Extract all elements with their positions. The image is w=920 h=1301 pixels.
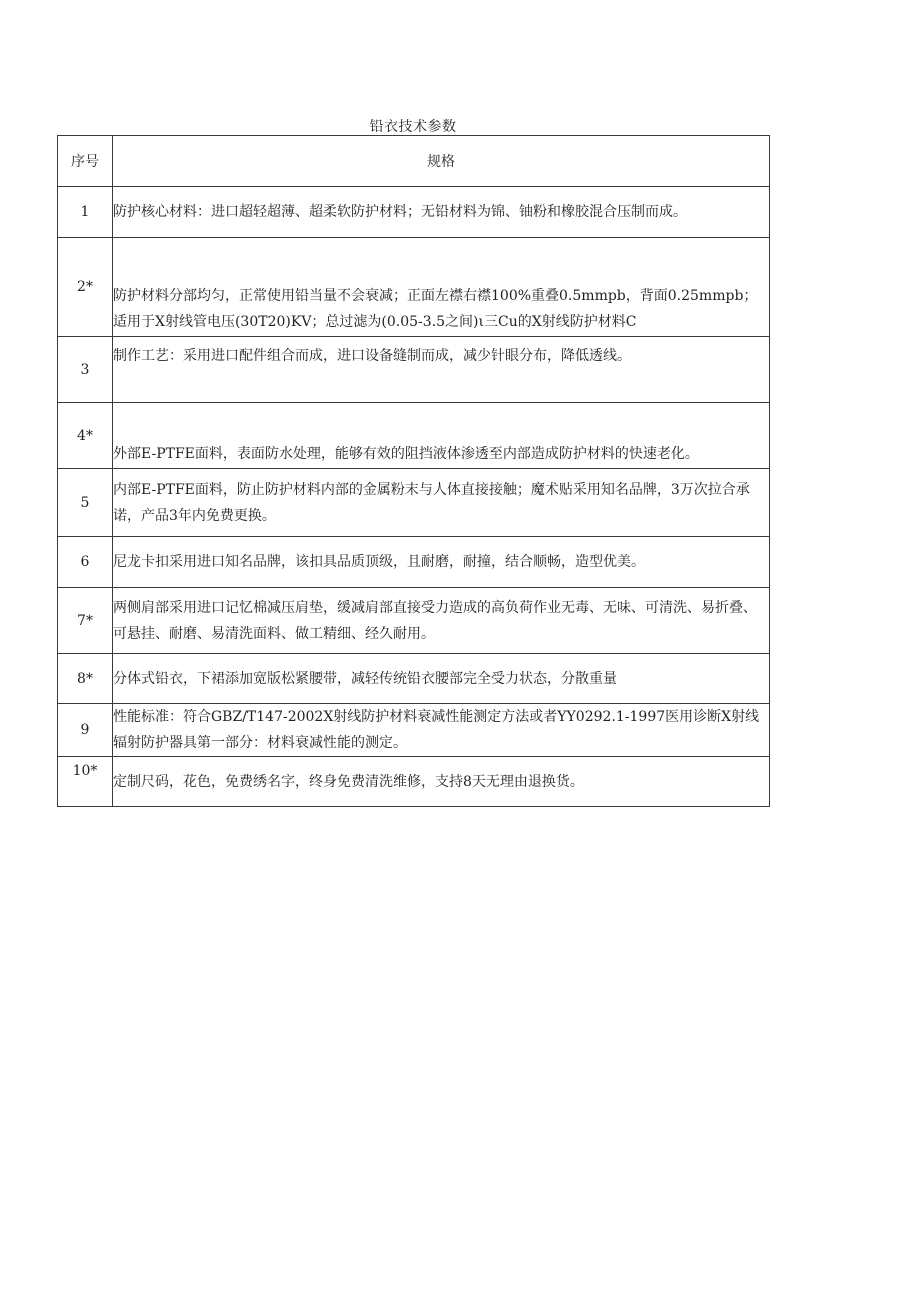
row-number: 1: [58, 187, 113, 238]
row-spec: 防护核心材料：进口超轻超薄、超柔软防护材料；无铅材料为锦、铀粉和橡胶混合压制而成。: [113, 187, 770, 238]
row-number: 4*: [58, 403, 113, 469]
row-number: 10*: [58, 757, 113, 807]
row-spec: 尼龙卡扣采用进口知名品牌，该扣具品质顶级，且耐磨，耐撞，结合顺畅，造型优美。: [113, 537, 770, 588]
row-number: 3: [58, 337, 113, 403]
table-row: [58, 187, 770, 238]
row-spec: 内部E-PTFE面料，防止防护材料内部的金属粉末与人体直接接触；魔术贴采用知名品牌，3万次拉合承诺，产品3年内免费更换。: [113, 469, 770, 537]
row-spec: 性能标准：符合GBZ/T147-2002X射线防护材料衰减性能测定方法或者YY0292.1-1997医用诊断X射线辐射防护器具第一部分：材料衰减性能的测定。: [113, 704, 770, 757]
row-spec: 定制尺码，花色，免费绣名字，终身免费清洗维修，支持8天无理由退换货。: [113, 757, 770, 807]
row-number: 9: [58, 704, 113, 757]
table-header-row: [58, 136, 770, 187]
header-cell-spec: 规格: [113, 136, 770, 187]
table-row: [58, 704, 770, 757]
document-title: 铅衣技术参数: [369, 119, 457, 135]
header-cell-no: 序号: [58, 136, 113, 187]
row-number: 5: [58, 469, 113, 537]
table-row: [58, 469, 770, 537]
table-row: [58, 654, 770, 704]
spec-table: [57, 135, 770, 807]
row-number: 7*: [58, 588, 113, 654]
row-spec: 分体式铅衣，下裙添加宽版松紧腰带，减轻传统铅衣腰部完全受力状态，分散重量: [113, 654, 770, 704]
row-number: 2*: [58, 238, 113, 337]
row-spec: 制作工艺：采用进口配件组合而成，进口设备缝制而成，减少针眼分布，降低透线。: [113, 337, 770, 403]
table-row: [58, 238, 770, 337]
row-spec: 两侧肩部采用进口记忆棉减压肩垫，缓减肩部直接受力造成的高负荷作业无毒、无味、可清洗、易折叠、可悬挂、耐磨、易清洗面料、做工精细、经久耐用。: [113, 588, 770, 654]
table-row: [58, 403, 770, 469]
table-row: [58, 757, 770, 807]
row-spec: 防护材料分部均匀，正常使用铅当量不会衰减；正面左襟右襟100%重叠0.5mmpb，背面0.25mmpb；适用于X射线管电压(30T20)KV；总过滤为(0.05-3.5之间)ι三Cu的X射线防护材料C: [113, 238, 770, 337]
row-number: 8*: [58, 654, 113, 704]
table-row: [58, 537, 770, 588]
row-number: 6: [58, 537, 113, 588]
row-spec: 外部E-PTFE面料，表面防水处理，能够有效的阻挡液体渗透至内部造成防护材料的快速老化。: [113, 403, 770, 469]
table-row: [58, 337, 770, 403]
table-row: [58, 588, 770, 654]
